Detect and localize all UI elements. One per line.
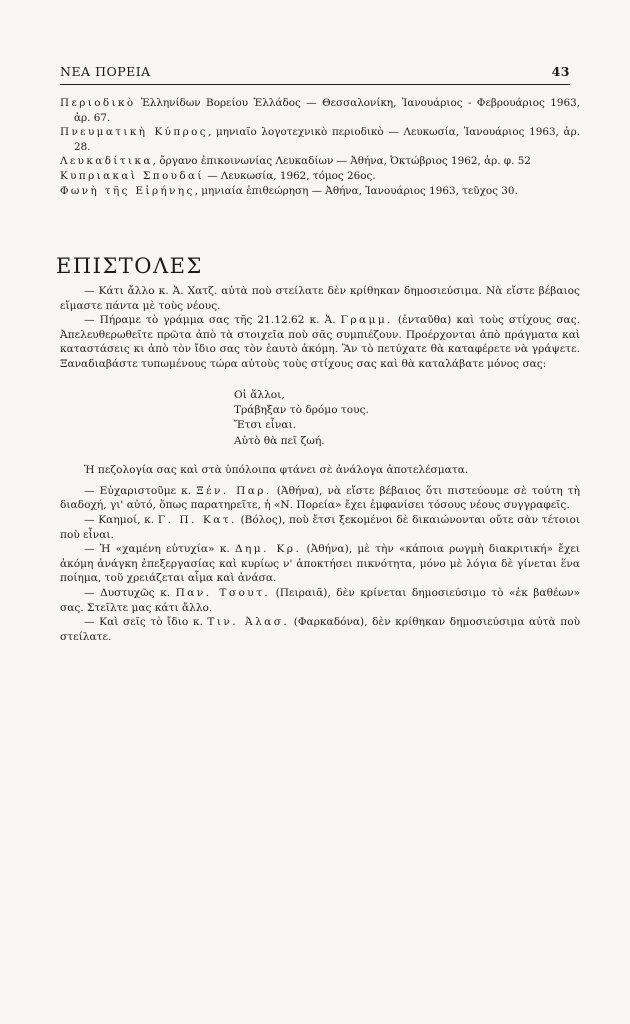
letter-paragraph: [60, 484, 580, 513]
letter-text: (Βόλος), ποὺ ἔτσι ξεκομένοι δὲ δικαιώνονται οὔτε σὰν τέτοιοι ποὺ εἶναι.: [60, 513, 580, 541]
letter-text: — Εὐχαριστοῦμε κ.: [84, 484, 192, 497]
letter-paragraph: Ἡ πεζολογία σας καὶ στὰ ὑπόλοιπα φτάνει σὲ ἀνάλογα ἀποτελέσματα.: [84, 464, 469, 477]
journal-title: ΝΕΑ ΠΟΡΕΙΑ: [60, 64, 151, 79]
letter-text: — Δυστυχῶς κ.: [84, 586, 171, 599]
quoted-poem: [234, 388, 580, 450]
poem-line: Ἔτσι εἶναι.: [234, 419, 297, 432]
correspondent-name: Ξέν. Παρ.: [196, 484, 272, 497]
correspondent-name: Γραμμ.: [340, 314, 393, 327]
letter-paragraph: [60, 615, 580, 644]
page-header: [60, 64, 570, 79]
section-title: ΕΠΙΣΤΟΛΕΣ: [56, 254, 203, 278]
page-number: 43: [551, 64, 570, 79]
letter-text: (Ἀθήνα), νὰ εἴστε βέβαιος ὅτι πιστεύουμε σὲ τούτη τὴ διαδοχή, γι' αὐτό, ὅπως παρατηρεῖτε, ἡ «Ν. Πορεία» ἔχει ἐμφανίσει τόσους νέους συγγραφεῖς.: [60, 484, 580, 512]
reference-item: [60, 125, 580, 154]
letter-text: (Ἀθήνα), μὲ τὴν «κάποια ρωγμὴ διακριτική» ἔχει ἀκόμη ἀνάγκη ἐπεξεργασίας καὶ κυρίως ν' ἀποκτήσει πικνότητα, μόνο μὲ λόγια δὲ γίνεται ἕνα ποίημα, τοῦ χρειάζεται αἷμα καὶ ἀνάσα.: [60, 543, 581, 585]
reference-text: , ὄργανο ἐπικοινωνίας Λευκαδίων — Ἀθήνα, Ὀκτώβριος 1962, ἀρ. φ. 52: [152, 155, 531, 168]
reference-text: , μηνιαία ἐπιθεώρηση — Ἀθήνα, Ἰανουάριος 1963, τεῦχος 30.: [194, 184, 518, 197]
letter-paragraph: [60, 542, 580, 586]
correspondent-name: Δημ. Κρ.: [235, 543, 302, 556]
letter-text: — Ἡ «χαμένη εὐτυχία» κ.: [84, 543, 230, 556]
correspondent-name: Παν. Τσουτ.: [175, 586, 271, 599]
reference-title: Λευκαδίτικα: [60, 155, 153, 168]
reference-title: Περιοδικὸ: [60, 97, 136, 109]
reference-text: — Λευκωσία, 1962, τόμος 26ος.: [203, 169, 376, 182]
letter-text: (Πειραιᾶ), δὲν κρίνεται δημοσιεύσιμο τὸ «ἐκ βαθέων» σας. Στεῖλτε μας κάτι ἄλλο.: [60, 586, 581, 614]
letter-text: (Φαρκαδόνα), δὲν κρίθηκαν δημοσιεύσιμα αὐτὰ ποὺ στείλατε.: [60, 616, 581, 643]
received-publications-list: [60, 96, 580, 198]
letter-text: — Καημοί, κ.: [84, 513, 155, 526]
reference-item: [60, 184, 580, 199]
correspondent-name: Τιν. Ἀλασ.: [207, 616, 290, 629]
poem-line: Οἱ ἄλλοι,: [234, 388, 285, 401]
letter-text: (ἐνταῦθα) καὶ τοὺς στίχους σας. Ἀπελευθερωθεῖτε πρῶτα ἀπὸ τὰ στοιχεῖα ποὺ σᾶς συμπιέζουν. Προέρχονται ἀπὸ πράγματα καὶ καταστάσεις κι ἀπὸ τὸν ἴδιο σας τὸν ἑαυτὸ ἀκόμη. Ἂν τὸ πετύχατε θὰ καταφέρετε νὰ γράψετε. Ξαναδιαβάστε τυπωμένους τώρα αὐτοὺς τοὺς στίχους σας καὶ θὰ καταλάβατε μόνος σας:: [60, 314, 581, 370]
header-rule: [60, 84, 570, 85]
reference-text: Ἑλληνίδων Βορείου Ἑλλάδος — Θεσσαλονίκη, Ἰανουάριος - Φεβρουάριος 1963, ἀρ. 67.: [74, 97, 581, 124]
poem-line: Τράβηξαν τὸ δρόμο τους.: [234, 403, 369, 416]
letter-paragraph: [60, 513, 580, 542]
poem-line: Αὐτὸ θὰ πεῖ ζωή.: [234, 434, 325, 447]
reference-title: Κυπριακαὶ Σπουδαί: [60, 169, 204, 182]
letter-paragraph: [60, 313, 580, 371]
correspondent-name: Γ. Π. Κατ.: [157, 513, 237, 526]
reference-text: , μηνιαῖο λογοτεχνικὸ περιοδικὸ — Λευκωσία, Ἰανουάριος 1963, ἀρ. 28.: [74, 126, 580, 153]
reference-item: [60, 96, 580, 125]
reference-item: [60, 169, 580, 184]
letter-paragraph: — Κάτι ἄλλο κ. Ἀ. Χατζ. αὐτὰ ποὺ στείλατε δὲν κρίθηκαν δημοσιεύσιμα. Νὰ εἴστε βέβαιος εἴμαστε πάντα μὲ τοὺς νέους.: [60, 285, 580, 312]
reference-item: [60, 154, 580, 169]
reference-title: Πνευματικὴ Κύπρος: [60, 126, 208, 139]
letter-paragraph: [60, 586, 580, 615]
letter-text: — Πήραμε τὸ γράμμα σας τῆς 21.12.62 κ. Ἀ.: [84, 314, 336, 327]
letter-text: — Καὶ σεῖς τὸ ἴδιο κ.: [84, 616, 203, 629]
reference-title: Φωνὴ τῆς Εἰρήνης: [60, 184, 195, 197]
letters-section: [60, 284, 580, 644]
